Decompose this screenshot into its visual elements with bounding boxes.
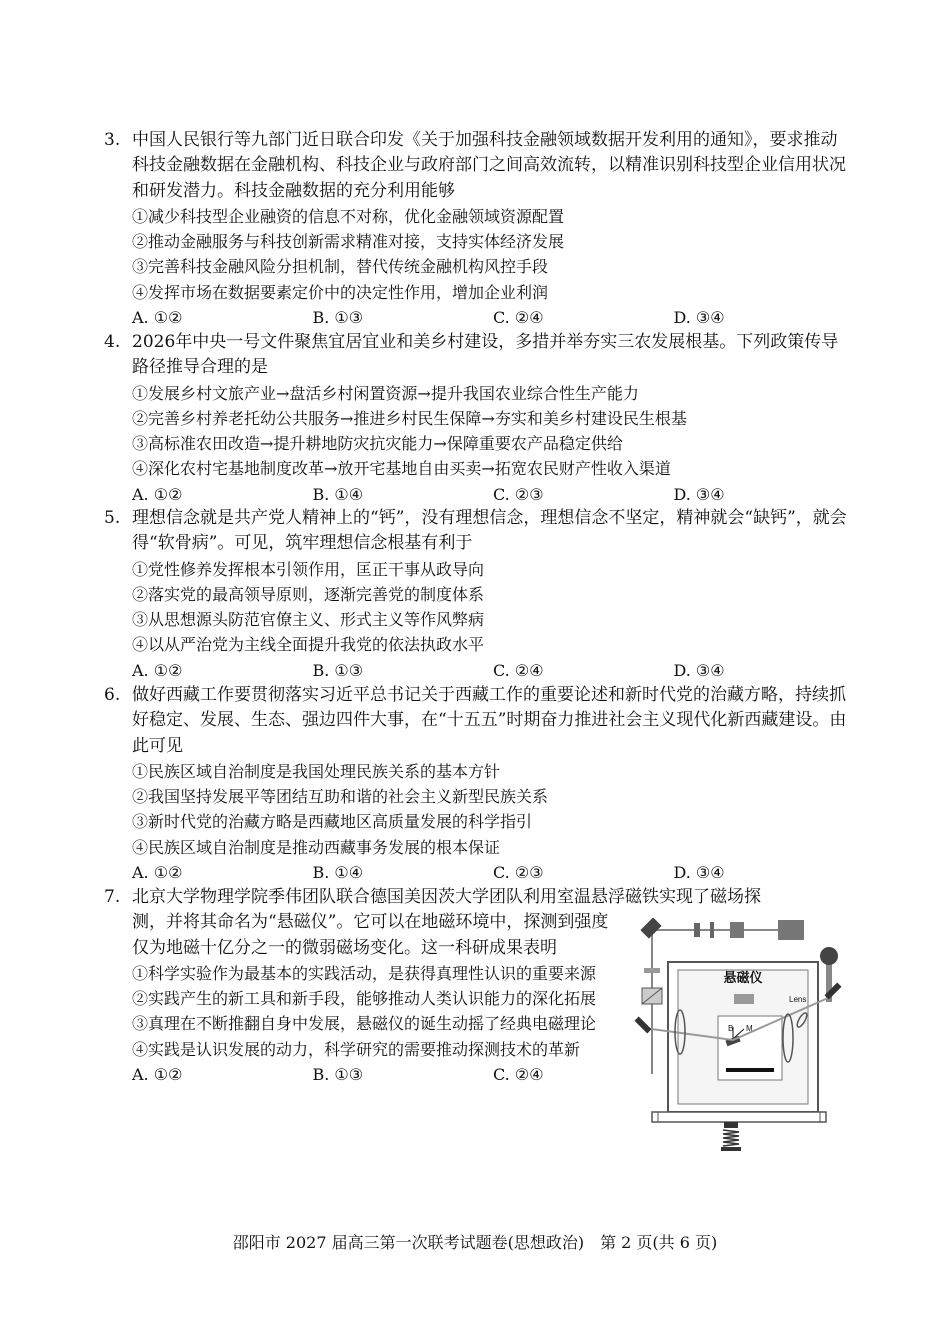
choice-b[interactable]: B. ①④	[312, 484, 364, 504]
question-5-number: 5.	[104, 508, 121, 528]
question-5-option-3: ③从思想源头防范官僚主义、形式主义等作风弊病	[132, 610, 485, 630]
question-4-option-4: ④深化农村宅基地制度改革→放开宅基地自由买卖→拓宽农民财产性收入渠道	[132, 459, 671, 479]
question-6-text: 做好西藏工作要贯彻落实习近平总书记关于西藏工作的重要论述和新时代党的治藏方略，持续抓好稳定、发展、生态、强边四件大事，在“十五五”时期奋力推进社会主义现代化新西藏建设。由此可见	[132, 685, 847, 756]
question-4-option-2: ②完善乡村养老托幼公共服务→推进乡村民生保障→夯实和美乡村建设民生根基	[132, 408, 687, 428]
question-7-text-line1: 北京大学物理学院季伟团队联合德国美因茨大学团队利用室温悬浮磁铁实现了磁场探	[132, 887, 761, 907]
choice-c[interactable]: C. ②④	[493, 1065, 544, 1085]
choice-b[interactable]: B. ①③	[312, 1065, 364, 1085]
question-3	[104, 128, 854, 330]
field-b-label: B	[728, 1024, 734, 1033]
spring-mount	[724, 1122, 738, 1128]
magnetometer-diagram	[628, 918, 850, 1154]
choice-a[interactable]: A. ①②	[132, 484, 183, 504]
choice-d[interactable]: D. ③④	[673, 308, 725, 328]
lens-label: Lens	[789, 995, 807, 1004]
choice-b[interactable]: B. ①④	[312, 863, 364, 883]
question-7-option-2: ②实践产生的新工具和新手段，能够推动人类认识能力的深化拓展	[132, 989, 597, 1009]
question-3-option-3: ③完善科技金融风险分担机制，替代传统金融机构风控手段	[132, 257, 549, 277]
question-4-stem	[104, 330, 854, 381]
question-4-choices	[104, 482, 854, 507]
question-3-number: 3.	[104, 130, 121, 150]
question-6-stem	[104, 683, 854, 759]
spring-base	[721, 1147, 741, 1151]
mirror-top-left	[640, 918, 661, 939]
choice-c[interactable]: C. ②③	[493, 484, 544, 504]
figure-title: 悬磁仪	[723, 970, 763, 985]
base-plate	[726, 1068, 774, 1072]
choice-d[interactable]: D. ③④	[673, 660, 725, 680]
question-7-text-rest: 测，并将其命名为“悬磁仪”。它可以在地磁环境中，探测到强度仅为地磁十亿分之一的微弱磁场变化。这一科研成果表明	[132, 912, 609, 958]
question-4-option-1: ①发展乡村文旅产业→盘活乡村闲置资源→提升我国农业综合性生产能力	[132, 383, 639, 403]
laser-source	[778, 920, 804, 940]
question-6-option-4: ④民族区域自治制度是推动西藏事务发展的根本保证	[132, 837, 501, 857]
question-7-option-4: ④实践是认识发展的动力，科学研究的需要推动探测技术的革新	[132, 1039, 581, 1059]
question-6-option-2: ②我国坚持发展平等团结互助和谐的社会主义新型民族关系	[132, 787, 549, 807]
choice-b[interactable]: B. ①③	[312, 308, 364, 328]
question-6-option-1: ①民族区域自治制度是我国处理民族关系的基本方针	[132, 761, 501, 781]
question-7-number: 7.	[104, 887, 121, 907]
choice-a[interactable]: A. ①②	[132, 308, 183, 328]
question-6-option-3: ③新时代党的治藏方略是西藏地区高质量发展的科学指引	[132, 812, 533, 832]
question-3-option-2: ②推动金融服务与科技创新需求精准对接，支持实体经济发展	[132, 232, 565, 252]
support-table	[652, 1112, 826, 1122]
optic-block-3	[730, 922, 744, 938]
question-4	[104, 330, 854, 507]
left-filter	[644, 968, 660, 973]
question-6	[104, 683, 854, 885]
page-footer: 邵阳市 2027 届高三第一次联考试题卷(思想政治) 第 2 页(共 6 页)	[232, 1233, 718, 1252]
question-5-option-2: ②落实党的最高领导原则，逐渐完善党的制度体系	[132, 584, 485, 604]
mirror-left	[635, 1017, 652, 1034]
optic-block-1	[694, 923, 700, 937]
question-6-number: 6.	[104, 685, 121, 705]
question-3-option-1: ①减少科技型企业融资的信息不对称，优化金融领域资源配置	[132, 206, 565, 226]
choice-c[interactable]: C. ②④	[493, 660, 544, 680]
question-3-stem	[104, 128, 854, 204]
question-7-option-1: ①科学实验作为最基本的实践活动，是获得真理性认识的重要来源	[132, 963, 597, 983]
magnet-block	[734, 994, 754, 1004]
detector-head	[820, 947, 838, 965]
question-5-stem	[104, 506, 854, 557]
question-7-stem	[104, 885, 854, 910]
question-4-text: 2026年中央一号文件聚焦宜居宜业和美乡村建设，多措并举夯实三农发展根基。下列政策传导路径推导合理的是	[132, 332, 839, 378]
question-4-number: 4.	[104, 332, 121, 352]
moment-m-label: M	[746, 1024, 753, 1033]
question-3-choices	[104, 305, 854, 330]
question-5-option-4: ④以从严治党为主线全面提升我党的依法执政水平	[132, 635, 485, 655]
spring-icon	[723, 1130, 739, 1146]
question-7-option-3: ③真理在不断推翻自身中发展，悬磁仪的诞生动摇了经典电磁理论	[132, 1014, 597, 1034]
question-5-choices	[104, 658, 854, 683]
question-3-text: 中国人民银行等九部门近日联合印发《关于加强科技金融领域数据开发利用的通知》，要求推动科技金融数据在金融机构、科技企业与政府部门之间高效流转，以精准识别科技型企业信用状况和研发潜力。科技金融数据的充分利用能够	[132, 130, 846, 201]
choice-a[interactable]: A. ①②	[132, 863, 183, 883]
choice-d[interactable]: D. ③④	[673, 484, 725, 504]
question-3-option-4: ④发挥市场在数据要素定价中的决定性作用，增加企业利润	[132, 282, 549, 302]
question-6-choices	[104, 860, 854, 885]
choice-b[interactable]: B. ①③	[312, 660, 364, 680]
question-5-option-1: ①党性修养发挥根本引领作用，匡正干事从政导向	[132, 559, 485, 579]
choice-c[interactable]: C. ②③	[493, 863, 544, 883]
choice-c[interactable]: C. ②④	[493, 308, 544, 328]
question-4-option-3: ③高标准农田改造→提升耕地防灾抗灾能力→保障重要农产品稳定供给	[132, 434, 623, 454]
optic-block-2	[710, 922, 714, 938]
choice-d[interactable]: D. ③④	[673, 863, 725, 883]
choice-a[interactable]: A. ①②	[132, 1065, 183, 1085]
choice-a[interactable]: A. ①②	[132, 660, 183, 680]
question-5	[104, 506, 854, 683]
question-5-text: 理想信念就是共产党人精神上的“钙”，没有理想信念，理想信念不坚定，精神就会“缺钙”，就会得“软骨病”。可见，筑牢理想信念根基有利于	[132, 508, 847, 554]
